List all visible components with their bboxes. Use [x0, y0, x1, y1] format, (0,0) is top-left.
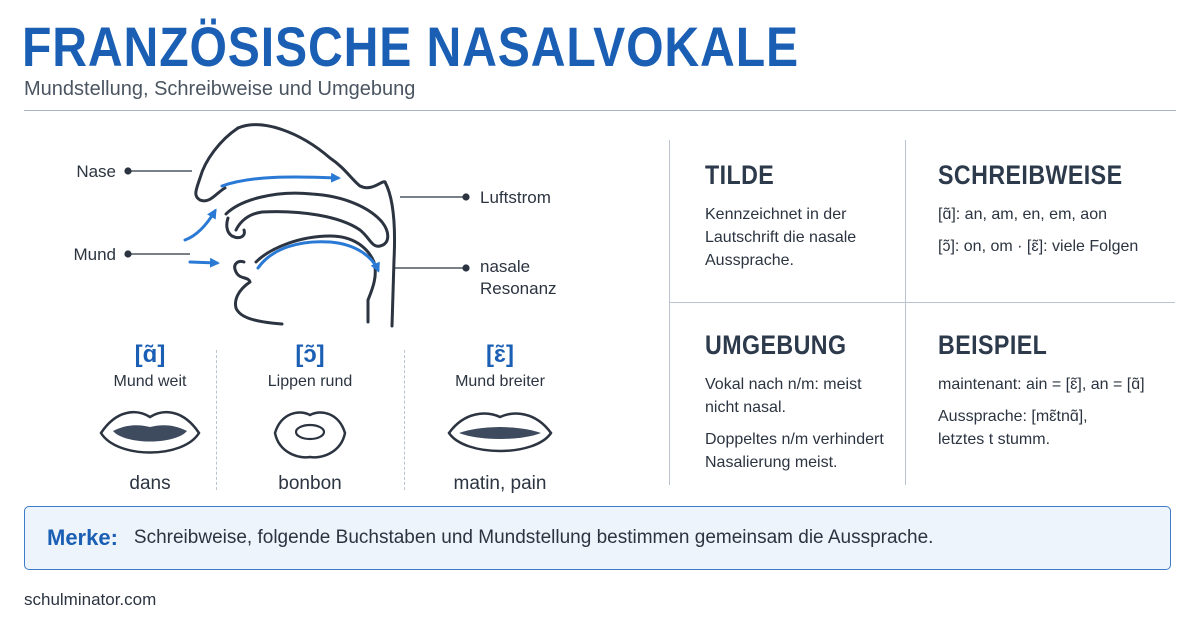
card-title: UMGEBUNG — [705, 330, 847, 360]
footer-source: schulminator.com — [24, 590, 157, 609]
card-text: Kennzeichnet in der Lautschrift die nasale Aussprache. — [705, 206, 857, 269]
vowel-description: Mund weit — [113, 373, 187, 390]
card-umgebung — [705, 330, 935, 474]
card-schreibweise — [938, 160, 1168, 258]
label-nose: Nase — [76, 162, 116, 181]
vowel-symbol: [ɔ̃] — [295, 341, 325, 368]
vowel-description: Lippen rund — [267, 373, 353, 390]
merke-box — [24, 506, 1171, 570]
grid-divider-horizontal — [669, 302, 1175, 303]
card-beispiel — [938, 330, 1168, 451]
card-title: BEISPIEL — [938, 330, 1048, 360]
merke-label: Merke: — [47, 525, 118, 550]
vowel-symbol: [ɑ̃] — [134, 341, 166, 368]
header-divider — [24, 110, 1176, 111]
card-tilde — [705, 160, 935, 272]
mouth-wide-icon — [95, 401, 205, 465]
page-subtitle: Mundstellung, Schreibweise und Umgebung — [24, 78, 416, 100]
page-title: FRANZÖSISCHE NASALVOKALE — [22, 15, 799, 78]
vowel-divider — [404, 350, 405, 490]
vowel-column-on — [220, 340, 400, 495]
card-title: SCHREIBWEISE — [938, 160, 1123, 190]
vowel-example: matin, pain — [453, 473, 547, 494]
card-text: maintenant: ain = [ɛ̃], an = [ɑ̃] — [938, 376, 1145, 393]
card-text: Aussprache: [mɛ̃tnɑ̃], letztes t stumm. — [938, 408, 1088, 448]
label-mouth: Mund — [73, 245, 116, 264]
vowel-column-an — [60, 340, 240, 495]
airflow-arrow-mouth — [190, 262, 217, 263]
pharynx-back-wall — [385, 182, 395, 326]
label-resonance-line2: Resonanz — [480, 279, 557, 298]
vowel-example: bonbon — [278, 473, 342, 494]
nasal-airflow-diagram — [0, 115, 600, 335]
vowel-description: Mund breiter — [455, 373, 545, 390]
label-resonance-line1: nasale — [480, 257, 531, 276]
airflow-arrow-nasal — [222, 177, 338, 186]
airflow-arrow-upward — [185, 211, 215, 240]
vowel-divider — [216, 350, 217, 490]
card-text: Doppeltes n/m verhindert Nasalierung meist. — [705, 431, 884, 471]
mouth-broad-icon — [445, 401, 555, 465]
vowel-column-in — [410, 340, 590, 495]
card-text: [ɑ̃]: an, am, en, em, aon — [938, 206, 1107, 223]
vowel-symbol: [ɛ̃] — [486, 341, 514, 368]
mouth-round-icon — [255, 401, 365, 465]
card-text: Vokal nach n/m: meist nicht nasal. — [705, 376, 862, 416]
card-title: TILDE — [705, 160, 775, 190]
grid-divider-left — [669, 140, 670, 485]
label-airflow: Luftstrom — [480, 188, 551, 207]
vowel-example: dans — [129, 473, 171, 494]
vowel-comparison — [60, 340, 590, 500]
card-text: [ɔ̃]: on, om · [ɛ̃]: viele Folgen — [938, 238, 1139, 255]
merke-text: Schreibweise, folgende Buchstaben und Mundstellung bestimmen gemeinsam die Aussprache. — [133, 527, 934, 548]
